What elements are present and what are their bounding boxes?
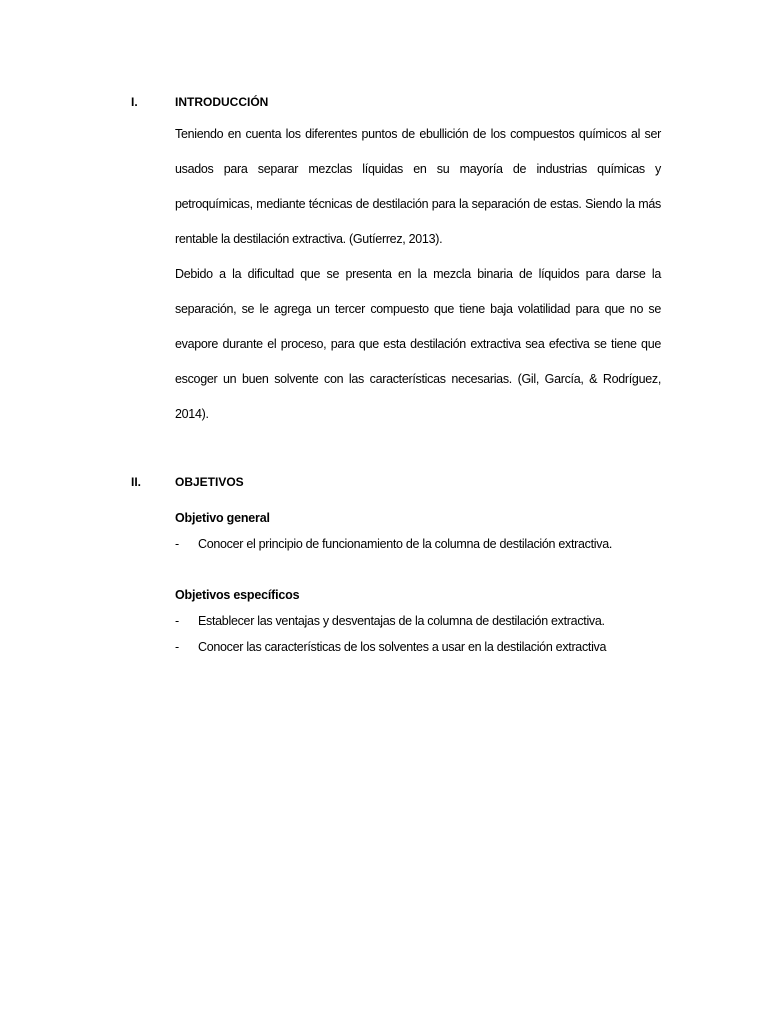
- subsection-title: Objetivos específicos: [175, 588, 300, 602]
- section-title: OBJETIVOS: [175, 475, 244, 489]
- paragraph: Debido a la dificultad que se presenta en la mezcla binaria de líquidos para darse la separación, se le agrega un tercer compuesto que tiene baja volatilidad para que no se evapore durante el proceso, para que esta destilación extractiva sea efectiva se tiene que escoger un buen solvente con las características necesarias. (Gil, García, & Rodríguez, 2014).: [175, 267, 661, 421]
- list-item-text: Conocer el principio de funcionamiento de la columna de destilación extractiva.: [198, 537, 613, 551]
- section-number: II.: [131, 475, 142, 489]
- subsection-title: Objetivo general: [175, 511, 270, 525]
- section-title: INTRODUCCIÓN: [175, 95, 269, 109]
- bullet-dash: -: [175, 640, 179, 654]
- bullet-dash: -: [175, 537, 179, 551]
- paragraph: Teniendo en cuenta los diferentes puntos de ebullición de los compuestos químicos al ser usados para separar mezclas líquidas en su mayoría de industrias químicas y petroquímicas, mediante técnicas de destilación para la separación de estas. Siendo la más rentable la destilación extractiva. (Gutíerrez, 2013).: [175, 127, 661, 246]
- list-item-text: Conocer las características de los solventes a usar en la destilación extractiva: [198, 640, 607, 654]
- list-item-text: Establecer las ventajas y desventajas de la columna de destilación extractiva.: [198, 614, 605, 628]
- bullet-dash: -: [175, 614, 179, 628]
- section-number: I.: [131, 95, 138, 109]
